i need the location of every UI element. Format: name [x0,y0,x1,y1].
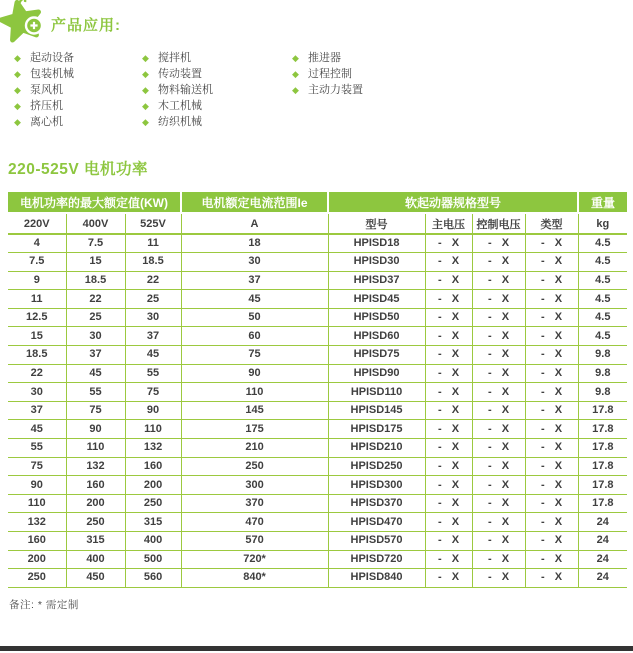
application-label: 物料输送机 [158,84,213,96]
table-cell: 160 [66,476,125,495]
table-cell: 11 [8,290,66,309]
section-header [0,0,633,44]
list-item [142,50,292,66]
table-row [8,513,627,532]
table-cell: 90 [181,364,328,383]
col-group-model: 软起动器规格型号 [328,192,578,213]
table-cell: HPISD60 [328,327,425,346]
diamond-bullet-icon: ◆ [14,101,21,111]
diamond-bullet-icon: ◆ [14,85,21,95]
diamond-bullet-icon: ◆ [292,53,299,63]
table-cell: 110 [181,383,328,402]
table-cell: - X [472,550,525,569]
table-cell: 45 [8,420,66,439]
diamond-bullet-icon: ◆ [142,69,149,79]
table-cell: 560 [125,569,181,588]
table-cell: 90 [66,420,125,439]
table-cell: - X [472,457,525,476]
table-cell: - X [525,327,578,346]
table-cell: - X [425,513,472,532]
table-cell: - X [472,383,525,402]
list-item [14,82,142,98]
table-cell: 17.8 [578,401,627,420]
table-cell: 30 [125,308,181,327]
table-cell: 160 [8,532,66,551]
footer-bar [0,646,633,651]
table-cell: - X [525,532,578,551]
table-cell: 45 [181,290,328,309]
table-cell: 315 [66,532,125,551]
table-row [8,308,627,327]
application-label: 离心机 [30,116,63,128]
table-cell: - X [525,234,578,253]
table-cell: 720* [181,550,328,569]
table-cell: 17.8 [578,476,627,495]
table-cell: - X [472,327,525,346]
column-header: 主电压 [425,213,472,234]
table-cell: 30 [8,383,66,402]
table-row [8,401,627,420]
table-cell: - X [472,476,525,495]
table-cell: 450 [66,569,125,588]
table-cell: 60 [181,327,328,346]
footnote: 备注: * 需定制 [9,598,79,611]
table-cell: 15 [8,327,66,346]
table-cell: - X [525,383,578,402]
table-cell: 24 [578,550,627,569]
application-label: 推进器 [308,52,341,64]
table-cell: 25 [125,290,181,309]
list-item [14,66,142,82]
table-cell: 90 [125,401,181,420]
application-label: 起动设备 [30,52,74,64]
table-cell: 75 [8,457,66,476]
table-cell: - X [525,476,578,495]
table-cell: - X [472,253,525,272]
table-cell: 22 [125,271,181,290]
table-cell: - X [425,271,472,290]
table-cell: HPISD570 [328,532,425,551]
table-cell: 75 [125,383,181,402]
table-cell: 470 [181,513,328,532]
table-cell: 55 [66,383,125,402]
table-cell: - X [425,457,472,476]
diamond-bullet-icon: ◆ [14,69,21,79]
table-cell: HPISD90 [328,364,425,383]
table-cell: - X [472,234,525,253]
table-cell: 250 [181,457,328,476]
application-label: 传动装置 [158,68,202,80]
column-header: kg [578,213,627,234]
table-cell: - X [525,420,578,439]
table-cell: - X [472,494,525,513]
table-cell: - X [525,569,578,588]
table-cell: - X [525,253,578,272]
table-cell: 22 [66,290,125,309]
column-header: 525V [125,213,181,234]
list-item [14,114,142,130]
table-cell: 17.8 [578,420,627,439]
table-cell: 110 [66,439,125,458]
list-item [292,82,633,98]
table-cell: 175 [181,420,328,439]
column-header: 类型 [525,213,578,234]
col-group-current-range: 电机额定电流范围Ie [181,192,328,213]
table-cell: - X [525,494,578,513]
table-cell: - X [525,401,578,420]
list-item [14,98,142,114]
table-cell: 132 [8,513,66,532]
table-cell: - X [425,401,472,420]
diamond-bullet-icon: ◆ [142,85,149,95]
col-group-max-power: 电机功率的最大额定值(KW) [8,192,181,213]
spec-table [8,192,627,588]
table-cell: 570 [181,532,328,551]
table-cell: - X [472,420,525,439]
table-cell: 9.8 [578,383,627,402]
table-cell: 50 [181,308,328,327]
table-cell: 37 [125,327,181,346]
table-cell: - X [472,439,525,458]
group-header-row [8,192,627,213]
list-item [142,66,292,82]
table-row [8,550,627,569]
table-cell: 25 [66,308,125,327]
table-row [8,476,627,495]
table-cell: - X [425,364,472,383]
table-row [8,494,627,513]
list-item [14,50,142,66]
table-cell: 18.5 [8,346,66,365]
table-cell: - X [525,290,578,309]
list-item [292,50,633,66]
table-cell: - X [425,532,472,551]
table-cell: - X [425,308,472,327]
diamond-bullet-icon: ◆ [14,117,21,127]
table-cell: 90 [8,476,66,495]
application-label: 泵风机 [30,84,63,96]
table-cell: 45 [66,364,125,383]
table-cell: 55 [125,364,181,383]
table-cell: 37 [181,271,328,290]
table-cell: - X [425,439,472,458]
table-cell: - X [425,346,472,365]
table-cell: HPISD840 [328,569,425,588]
table-cell: - X [472,401,525,420]
table-cell: - X [525,308,578,327]
table-cell: 24 [578,513,627,532]
table-cell: 9.8 [578,364,627,383]
table-cell: 9 [8,271,66,290]
table-row [8,457,627,476]
table-cell: - X [472,346,525,365]
table-cell: HPISD720 [328,550,425,569]
application-label: 包装机械 [30,68,74,80]
column-header: A [181,213,328,234]
table-cell: 400 [125,532,181,551]
table-cell: - X [472,513,525,532]
table-row [8,532,627,551]
table-cell: HPISD30 [328,253,425,272]
application-label: 搅拌机 [158,52,191,64]
table-cell: 4.5 [578,253,627,272]
table-cell: 4.5 [578,308,627,327]
table-cell: 132 [66,457,125,476]
column-header: 220V [8,213,66,234]
applications-column-3 [292,50,633,130]
table-cell: 132 [125,439,181,458]
diamond-bullet-icon: ◆ [142,101,149,111]
section-title: 产品应用: [51,16,121,34]
table-cell: 160 [125,457,181,476]
table-cell: - X [525,457,578,476]
table-cell: - X [472,532,525,551]
table-row [8,327,627,346]
table-row [8,364,627,383]
table-cell: 12.5 [8,308,66,327]
table-cell: 18 [181,234,328,253]
table-cell: - X [425,569,472,588]
table-cell: - X [525,550,578,569]
table-cell: - X [525,439,578,458]
table-cell: HPISD210 [328,439,425,458]
applications-list [14,50,633,130]
table-cell: 22 [8,364,66,383]
table-cell: - X [525,364,578,383]
table-cell: HPISD45 [328,290,425,309]
table-cell: 4 [8,234,66,253]
table-cell: 15 [66,253,125,272]
table-cell: HPISD370 [328,494,425,513]
table-cell: - X [425,327,472,346]
list-item [142,82,292,98]
list-item [292,66,633,82]
table-cell: 145 [181,401,328,420]
table-cell: 45 [125,346,181,365]
application-label: 过程控制 [308,68,352,80]
table-cell: - X [425,234,472,253]
star-plus-icon [0,0,47,44]
diamond-bullet-icon: ◆ [292,85,299,95]
table-cell: - X [525,346,578,365]
table-cell: HPISD37 [328,271,425,290]
table-cell: 24 [578,532,627,551]
table-cell: 500 [125,550,181,569]
table-row [8,290,627,309]
table-row [8,271,627,290]
table-cell: 4.5 [578,290,627,309]
table-cell: 18.5 [125,253,181,272]
table-row [8,234,627,253]
diamond-bullet-icon: ◆ [292,69,299,79]
application-label: 纺织机械 [158,116,202,128]
column-header: 型号 [328,213,425,234]
table-cell: HPISD110 [328,383,425,402]
table-row [8,420,627,439]
table-row [8,439,627,458]
table-cell: 17.8 [578,494,627,513]
table-row [8,346,627,365]
list-item [142,98,292,114]
table-cell: - X [472,308,525,327]
applications-column-1 [14,50,142,130]
table-cell: HPISD470 [328,513,425,532]
column-header: 400V [66,213,125,234]
table-cell: 7.5 [8,253,66,272]
table-cell: HPISD75 [328,346,425,365]
table-cell: 200 [66,494,125,513]
table-cell: HPISD250 [328,457,425,476]
table-row [8,253,627,272]
table-cell: 4.5 [578,271,627,290]
table-cell: 18.5 [66,271,125,290]
table-cell: 840* [181,569,328,588]
table-cell: 30 [181,253,328,272]
table-cell: 200 [125,476,181,495]
table-cell: - X [472,364,525,383]
table-cell: HPISD175 [328,420,425,439]
table-cell: - X [425,253,472,272]
table-cell: HPISD145 [328,401,425,420]
table-row [8,569,627,588]
application-label: 木工机械 [158,100,202,112]
table-cell: HPISD50 [328,308,425,327]
table-body [8,234,627,587]
application-label: 挤压机 [30,100,63,112]
table-cell: 200 [8,550,66,569]
table-cell: - X [425,383,472,402]
table-cell: HPISD300 [328,476,425,495]
diamond-bullet-icon: ◆ [142,53,149,63]
application-label: 主动力装置 [308,84,363,96]
table-cell: - X [472,271,525,290]
table-cell: 37 [8,401,66,420]
table-cell: 110 [8,494,66,513]
list-item [142,114,292,130]
sub-header-row [8,213,627,234]
table-cell: - X [425,550,472,569]
diamond-bullet-icon: ◆ [142,117,149,127]
table-cell: - X [525,271,578,290]
table-cell: 55 [8,439,66,458]
table-cell: - X [425,420,472,439]
table-cell: - X [425,290,472,309]
table-cell: 17.8 [578,457,627,476]
table-title: 220-525V 电机功率 [8,161,149,178]
table-cell: 315 [125,513,181,532]
table-cell: 37 [66,346,125,365]
table-cell: 4.5 [578,234,627,253]
table-cell: 110 [125,420,181,439]
diamond-bullet-icon: ◆ [14,53,21,63]
table-cell: 7.5 [66,234,125,253]
column-header: 控制电压 [472,213,525,234]
table-cell: 9.8 [578,346,627,365]
table-cell: 24 [578,569,627,588]
table-cell: 11 [125,234,181,253]
table-cell: 250 [66,513,125,532]
table-cell: 210 [181,439,328,458]
table-cell: 370 [181,494,328,513]
table-cell: 17.8 [578,439,627,458]
table-cell: - X [425,494,472,513]
table-cell: 75 [181,346,328,365]
table-cell: 4.5 [578,327,627,346]
col-group-weight: 重量 [578,192,627,213]
table-cell: 250 [8,569,66,588]
table-cell: 30 [66,327,125,346]
table-cell: 75 [66,401,125,420]
table-cell: HPISD18 [328,234,425,253]
table-cell: - X [525,513,578,532]
table-cell: 300 [181,476,328,495]
table-cell: 400 [66,550,125,569]
table-cell: 250 [125,494,181,513]
table-cell: - X [472,569,525,588]
table-cell: - X [425,476,472,495]
table-cell: - X [472,290,525,309]
table-row [8,383,627,402]
applications-column-2 [142,50,292,130]
